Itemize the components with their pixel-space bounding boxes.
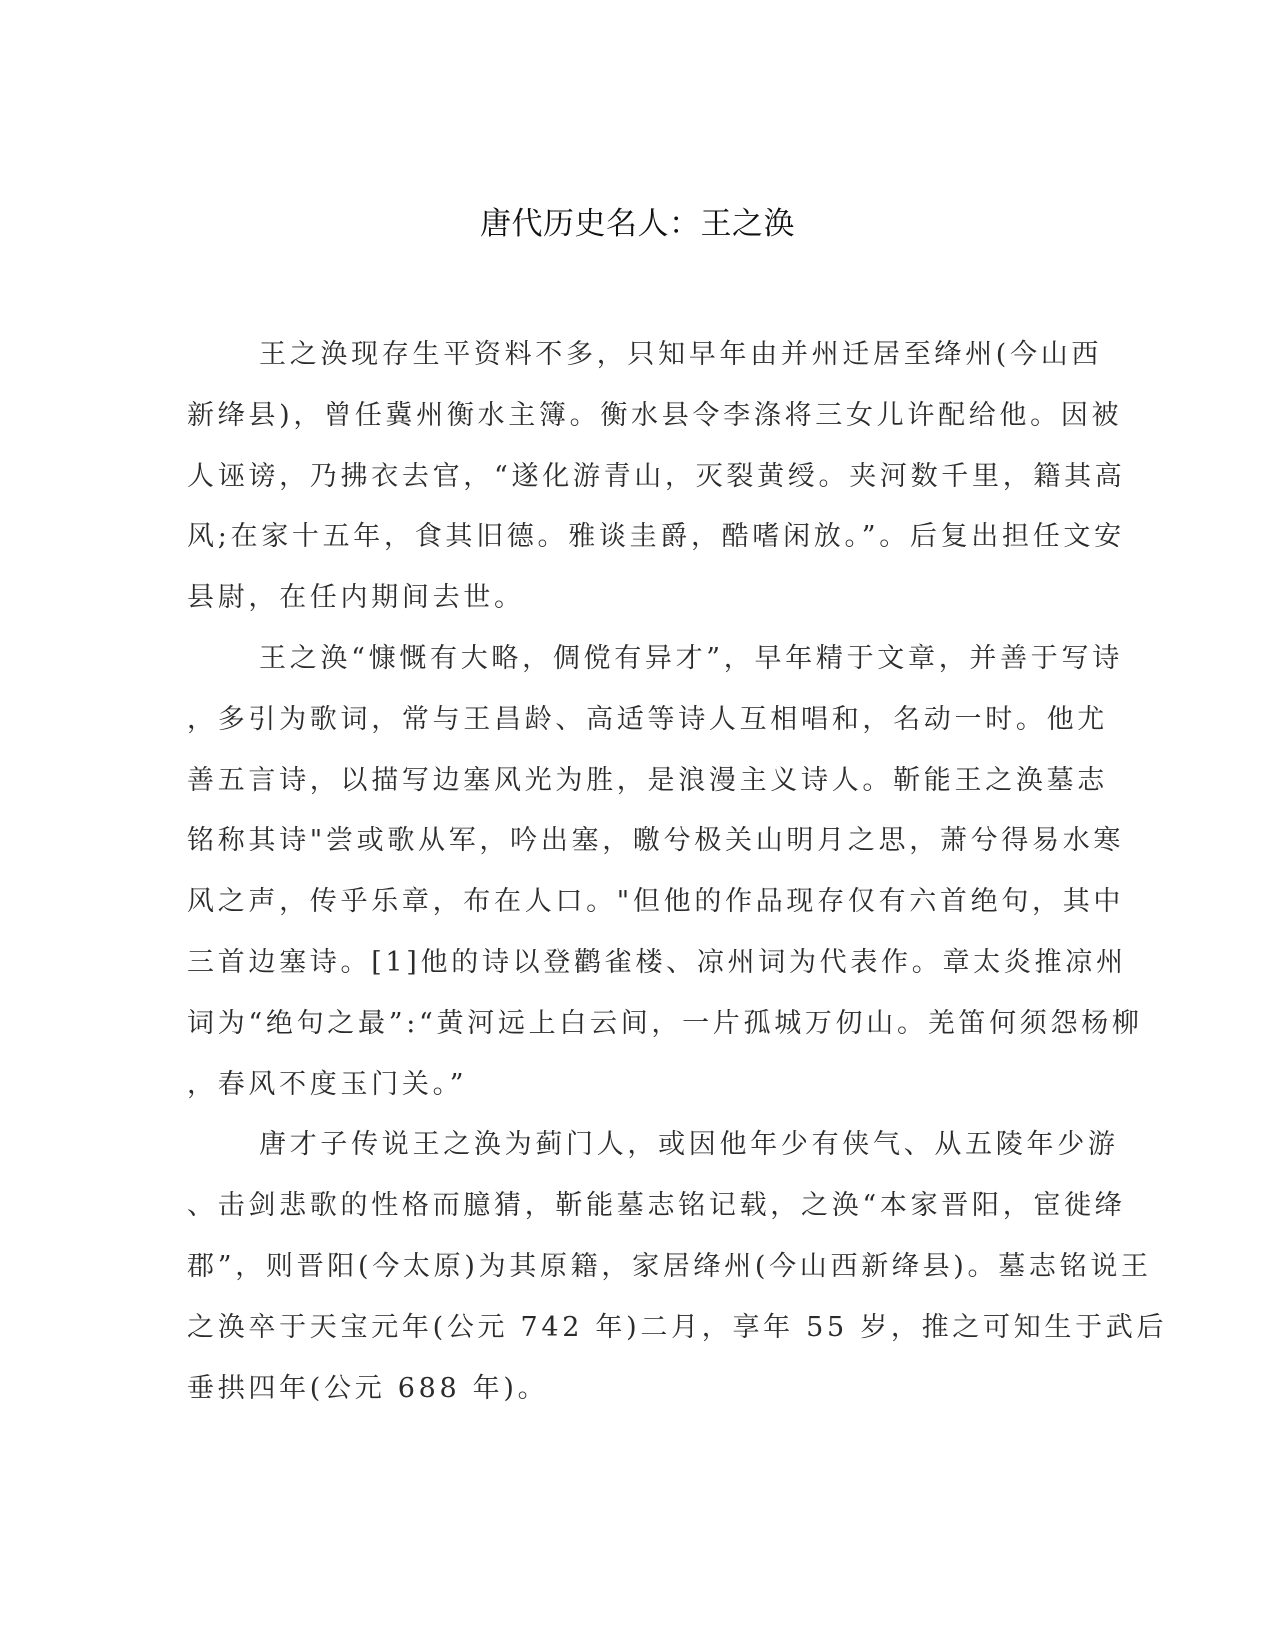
text-line: 善五言诗，以描写边塞风光为胜，是浪漫主义诗人。靳能王之涣墓志 <box>187 764 1108 796</box>
text-line: 唐才子传说王之涣为蓟门人，或因他年少有侠气、从五陵年少游 <box>259 1129 1119 1161</box>
paragraph-1 <box>187 325 1126 629</box>
text-line: ，春风不度玉门关。” <box>187 1068 468 1100</box>
text-line: 之涣卒于天宝元年(公元 742 年)二月，享年 55 岁，推之可知生于武后 <box>187 1311 1168 1343</box>
text-line: 王之涣现存生平资料不多，只知早年由并州迁居至绛州(今山西 <box>259 339 1103 370</box>
text-line: 新绛县)，曾任冀州衡水主簿。衡水县令李涤将三女儿许配给他。因被 <box>187 399 1123 431</box>
text-line: 、击剑悲歌的性格而臆猜，靳能墓志铭记载，之涣“本家晋阳，宦徙绛 <box>187 1190 1126 1222</box>
text-line: ，多引为歌词，常与王昌龄、高适等诗人互相唱和，名动一时。他尤 <box>187 703 1108 735</box>
text-line: 风;在家十五年，食其旧德。雅谈圭爵，酷嗜闲放。”。后复出担任文安 <box>187 521 1125 553</box>
text-line: 县尉，在任内期间去世。 <box>187 582 525 614</box>
paragraph-3 <box>187 1115 1168 1419</box>
text-line: 三首边塞诗。[1]他的诗以登鹳雀楼、凉州词为代表作。章太炎推凉州 <box>187 946 1127 978</box>
document-title: 唐代历史名人：王之涣 <box>480 206 795 242</box>
text-line: 风之声，传乎乐章，布在人口。"但他的作品现存仅有六首绝句，其中 <box>187 886 1125 918</box>
text-line: 垂拱四年(公元 688 年)。 <box>187 1372 549 1404</box>
text-line: 人诬谤，乃拂衣去官，“遂化游青山，灭裂黄绶。夹河数千里，籍其高 <box>187 460 1126 492</box>
paragraph-2 <box>187 629 1143 1115</box>
document-body <box>187 325 1168 1419</box>
text-line: 郡”，则晋阳(今太原)为其原籍，家居绛州(今山西新绛县)。墓志铭说王 <box>187 1250 1152 1282</box>
text-line: 铭称其诗"尝或歌从军，吟出塞，曒兮极关山明月之思，萧兮得易水寒 <box>187 825 1125 857</box>
text-line: 词为“绝句之最”:“黄河远上白云间，一片孤城万仞山。羌笛何须怨杨柳 <box>187 1007 1143 1039</box>
text-line: 王之涣“慷慨有大略，倜傥有异才”，早年精于文章，并善于写诗 <box>259 642 1123 674</box>
